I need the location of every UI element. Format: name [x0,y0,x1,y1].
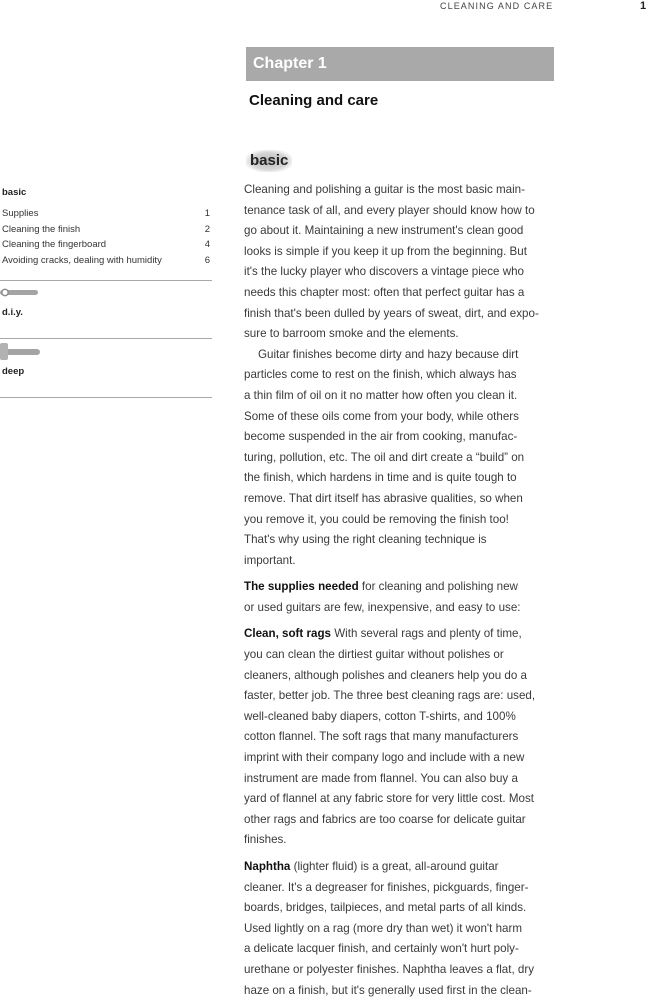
text-line: tenance task of all, and every player should know how to [244,203,535,217]
toc-item-label: Avoiding cracks, dealing with humidity [2,254,162,266]
text-line: remove. That dirt itself has abrasive qualities, so when [244,491,523,505]
page-number: 1 [640,0,647,12]
toc-item-page: 2 [204,223,210,235]
text-line: boards, bridges, tailpieces, and metal parts of all kinds. [244,901,527,915]
toc-item-page: 6 [204,254,210,266]
text-run: for cleaning and polishing new [358,580,518,594]
text-line: That's why using the right cleaning technique is [244,533,487,547]
text-line: Used lightly on a rag (more dry than wet) it won't harm [244,921,523,935]
sidebar-diy-heading: d.i.y. [2,307,23,318]
text-line: looks is simple if you keep it up from the beginning. But [244,244,527,258]
paragraph-supplies [244,577,558,618]
body-text [244,180,558,1001]
text-run: (lighter fluid) is a great, all-around guitar [290,860,499,873]
text-line: cotton flannel. The soft rags that many manufacturers [244,730,519,744]
toc-item-label: Supplies [2,208,39,219]
chapter-label-bar: Chapter 1 [246,47,554,81]
text-line: you remove it, you could be removing the finish too! [244,512,509,526]
text-line: or used guitars are few, inexpensive, and easy to use: [244,600,521,614]
text-line: needs this chapter most: often that perfect guitar has a [244,285,525,299]
sidebar-toc [2,206,212,268]
toc-item-label: Cleaning the fingerboard [2,239,107,250]
text-line: become suspended in the air from cooking, manufac- [244,430,518,444]
toc-item[interactable] [2,253,212,269]
paragraph-finishes [244,345,558,572]
text-line: cleaner. It's a degreaser for finishes, pickguards, finger- [244,880,529,894]
text-line: finishes. [244,833,287,847]
sidebar-rule [0,338,212,339]
text-line: faster, better job. The three best cleaning rags are: used, [244,689,536,703]
text-line: Guitar finishes become dirty and hazy because dirt [258,347,519,361]
sidebar-deep-heading: deep [2,366,25,377]
text-line: sure to barroom smoke and the elements. [244,327,459,341]
toc-item[interactable] [2,222,212,238]
text-line: important. [244,553,296,567]
diy-level-icon [0,286,42,300]
sidebar-basic-heading: basic [2,187,27,198]
toc-item[interactable] [2,206,212,222]
text-line: urethane or polyester finishes. Naphtha leaves a flat, dry [244,962,535,976]
paragraph-naphtha [244,857,558,1001]
text-line: go about it. Maintaining a new instrument's clean good [244,224,524,238]
run-in-heading: Clean, soft rags [244,627,331,641]
text-line: it's the lucky player who discovers a vintage piece who [244,265,524,279]
text-line: you can clean the dirtiest guitar without polishes or [244,648,504,662]
text-line: a thin film of oil on it no matter how often you clean it. [244,388,518,402]
text-line: a delicate lacquer finish, and certainly won't hurt poly- [244,942,519,956]
text-line: the finish, which hardens in time and is quite tough to [244,471,517,485]
text-line: yard of flannel at any fabric store for very little cost. Most [244,792,534,806]
paragraph-intro [244,180,558,345]
text-line: particles come to rest on the finish, which always has [244,368,517,382]
toc-item-label: Cleaning the finish [2,223,81,235]
toc-item[interactable] [2,237,212,253]
text-line: instrument are made from flannel. You can also buy a [244,771,518,785]
text-line: Cleaning and polishing a guitar is the most basic main- [244,183,525,196]
text-line: imprint with their company logo and include with a new [244,751,525,765]
run-in-heading: Naphtha [244,860,291,873]
paragraph-rags [244,624,558,851]
sidebar-rule [0,280,212,281]
running-head: CLEANING AND CARE [440,1,554,11]
run-in-heading: The supplies needed [244,580,359,594]
sidebar-rule [0,397,212,398]
text-line: well-cleaned baby diapers, cotton T-shirts, and 100% [244,709,516,723]
text-line: finish that's been dulled by years of sweat, dirt, and expo- [244,306,539,320]
deep-level-icon [0,342,42,364]
text-line: haze on a finish, but it's generally used first in the clean- [244,983,532,997]
toc-item-page: 1 [204,208,210,219]
chapter-title: Cleaning and care [249,92,379,109]
section-tag-basic: basic [246,150,292,172]
text-line: cleaners, although polishes and cleaners help you do a [244,668,527,682]
text-line: other rags and fabrics are too coarse for delicate guitar [244,812,526,826]
text-line: Some of these oils come from your body, while others [244,409,519,423]
toc-item-page: 4 [204,239,210,250]
text-line: turing, pollution, etc. The oil and dirt create a “build” on [244,450,525,464]
text-run: With several rags and plenty of time, [330,627,522,641]
